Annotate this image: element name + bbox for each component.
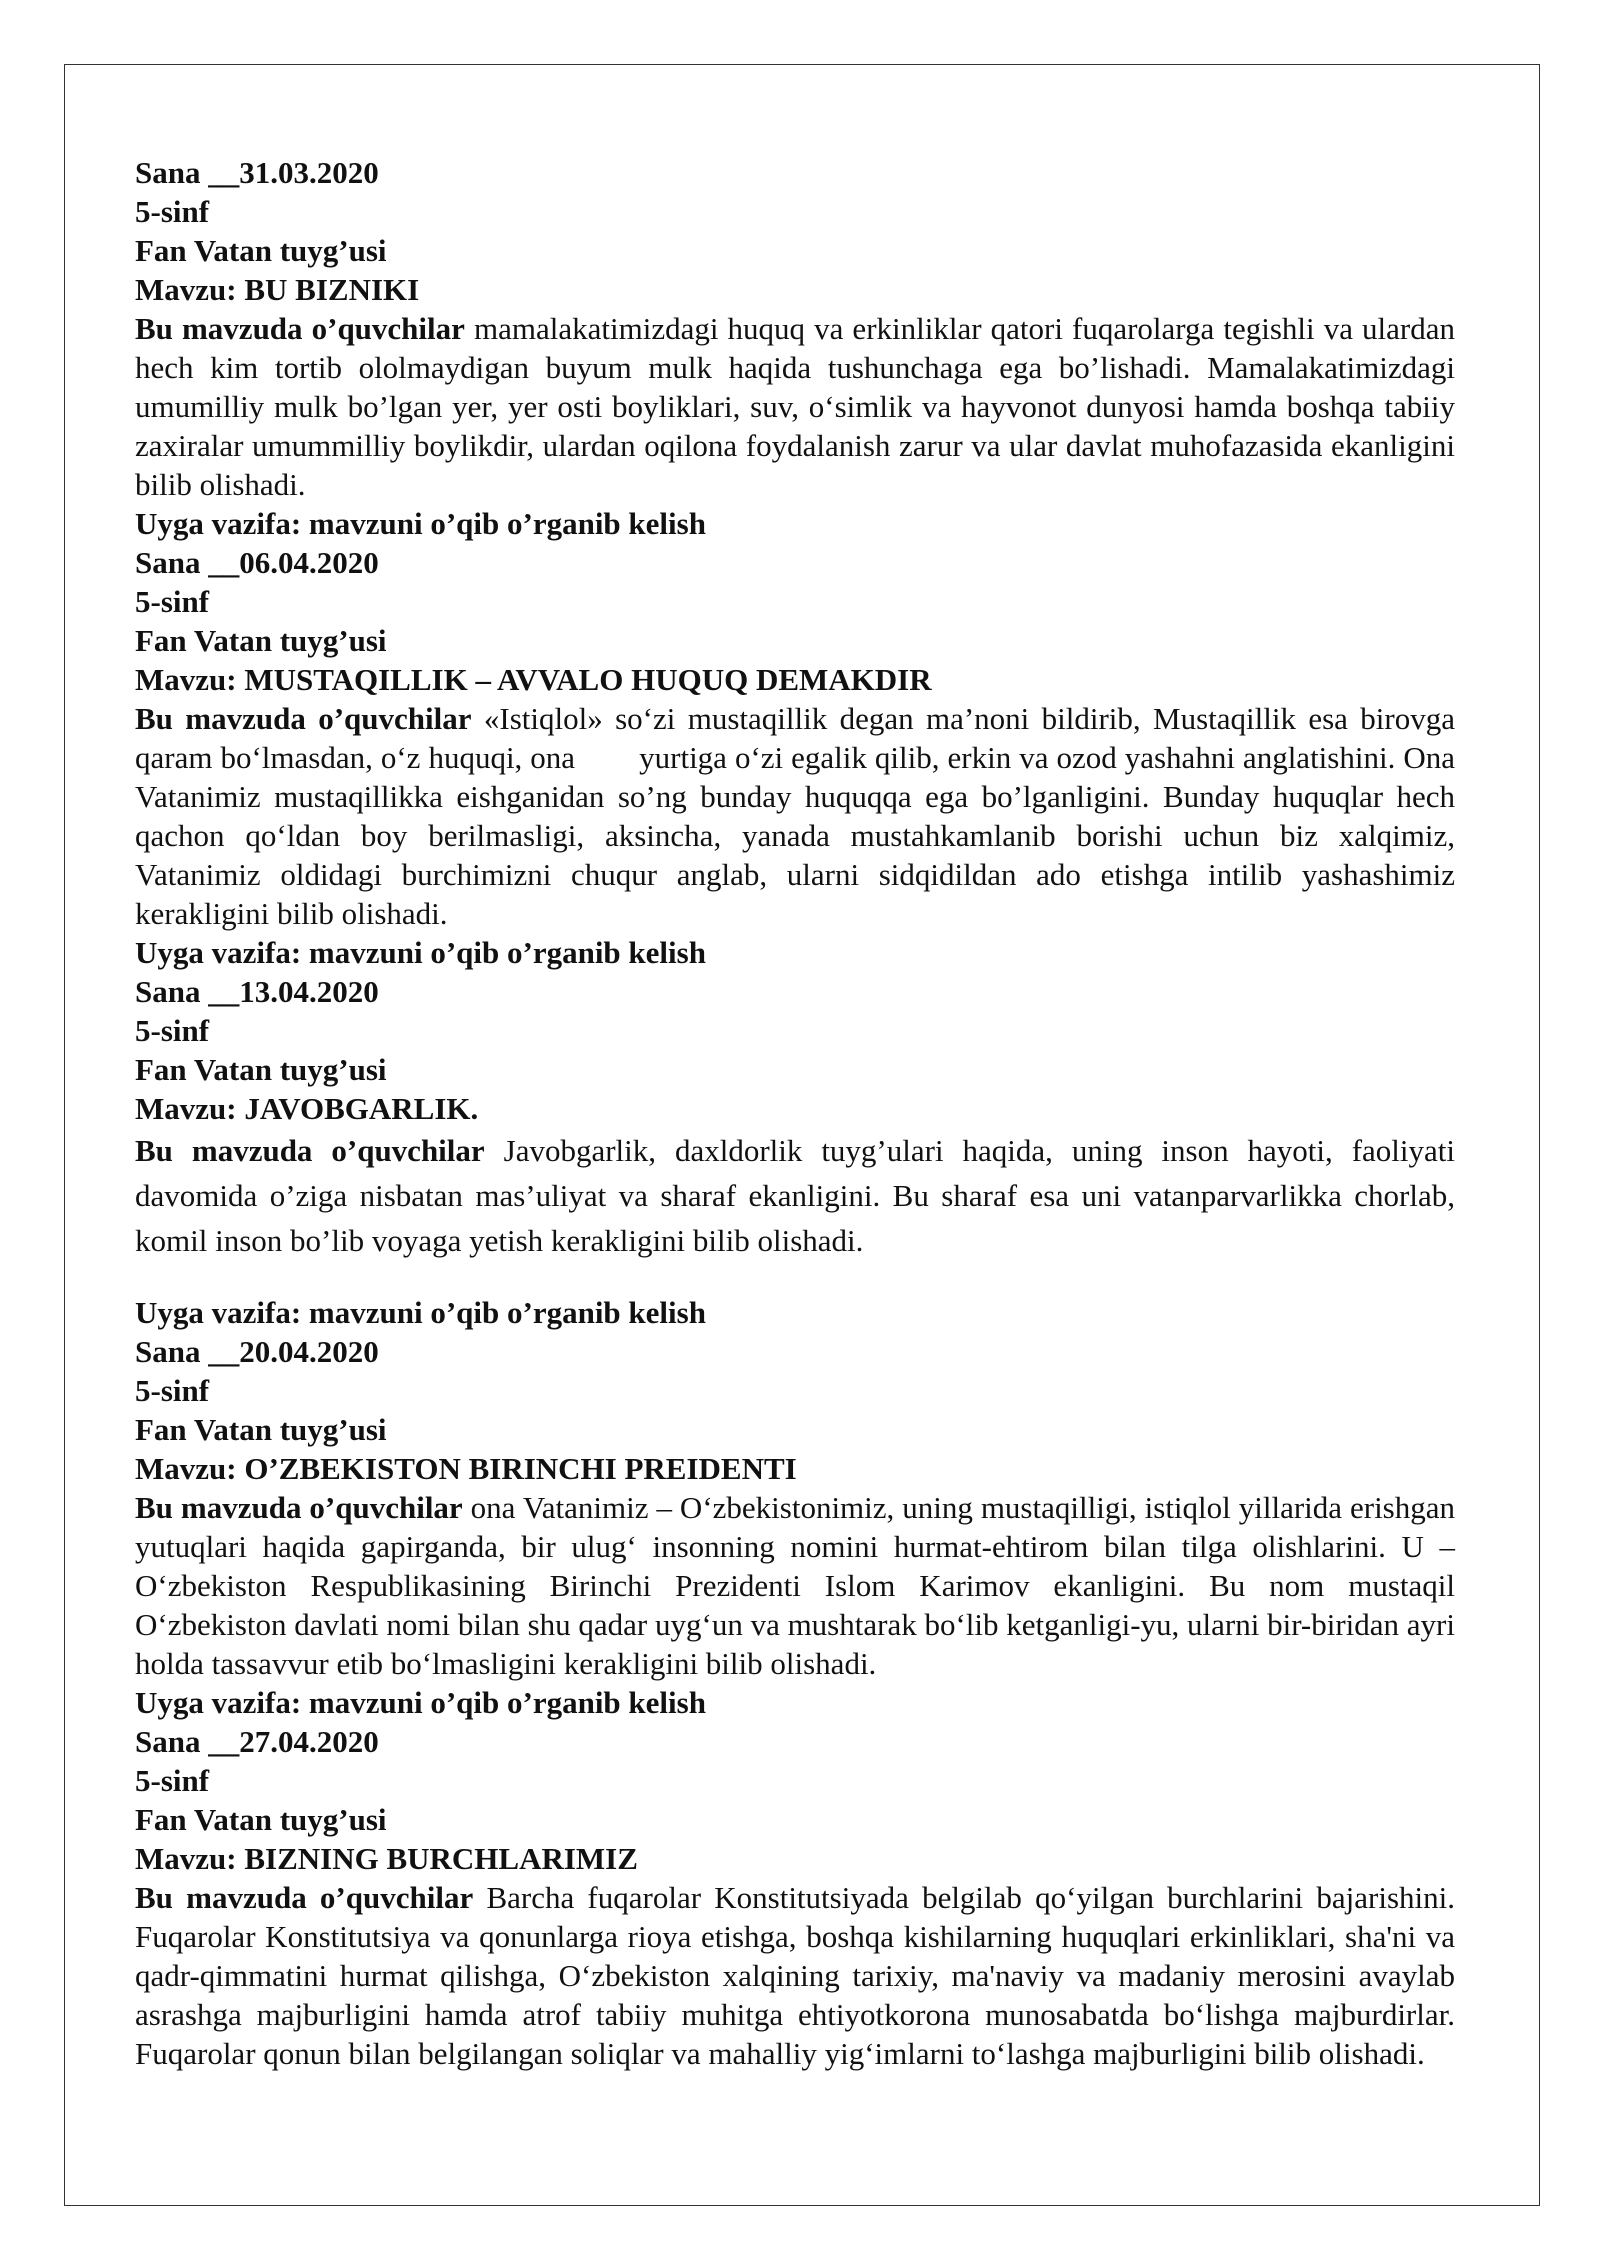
- lesson-grade: 5-sinf: [135, 194, 210, 229]
- lesson-homework: Uyga vazifa: mavzuni o’qib o’rganib kelish: [135, 1295, 706, 1330]
- lesson-lead: Bu mavzuda o’quvchilar: [135, 311, 465, 346]
- lesson-subject: Fan Vatan tuyg’usi: [135, 623, 387, 658]
- lesson-grade: 5-sinf: [135, 1763, 210, 1798]
- lesson-description: [135, 309, 1455, 504]
- lesson-topic: Mavzu: BIZNING BURCHLARIMIZ: [135, 1841, 638, 1876]
- lesson-homework: Uyga vazifa: mavzuni o’qib o’rganib kelish: [135, 935, 706, 970]
- lesson-body: ona Vatanimiz – O‘zbekistonimiz, uning mustaqilligi, istiqlol yillarida erishgan yutuqlari haqida gapirganda, bir ulug‘ insonning nomini hurmat-ehtirom bilan tilga olishlarini. U – O‘zbekiston Respublikasining Birinchi Prezidenti Islom Karimov ekanligini. Bu nom mustaqil O‘zbekiston davlati nomi bilan shu qadar uyg‘un va mushtarak bo‘lib ketganligi-yu, ularni bir-biridan ayri holda tassavvur etib bo‘lmasligini kerakligini bilib olishadi.: [135, 1490, 1456, 1681]
- lesson-body: Barcha fuqarolar Konstitutsiyada belgilab qo‘yilgan burchlarini bajarishini. Fuqarolar Konstitutsiya va qonunlarga rioya etishga, boshqa kishilarning huquqlari erkinliklari, sha'ni va qadr-qimmatini hurmat qilishga, O‘zbekiston xalqining tarixiy, ma'naviy va madaniy merosini avaylab asrashga majburligini hamda atrof tabiiy muhitga ehtiyotkorona munosabatda bo‘lishga majburdirlar. Fuqarolar qonun bilan belgilangan soliqlar va mahalliy yig‘imlarni to‘lashga majburligini bilib olishadi.: [135, 1880, 1455, 2071]
- lesson-lead: Bu mavzuda o’quvchilar: [135, 701, 472, 736]
- lesson-subject: Fan Vatan tuyg’usi: [135, 1802, 387, 1837]
- lesson-subject: Fan Vatan tuyg’usi: [135, 233, 387, 268]
- lesson-body: Javobgarlik, daxldorlik tuyg’ulari haqida, uning inson hayoti, faoliyati davomida o’ziga nisbatan mas’uliyat va sharaf ekanligini. Bu sharaf esa uni vatanparvarlikka chorlab, komil inson bo’lib voyaga yetish kerakligini bilib olishadi.: [135, 1133, 1455, 1258]
- lesson-description: [135, 1488, 1455, 1683]
- lesson-description: [135, 1128, 1455, 1263]
- lesson-entry: [135, 543, 1463, 972]
- lesson-body: mamalakatimizdagi huquq va erkinliklar qatori fuqarolarga tegishli va ulardan hech kim tortib ololmaydigan buyum mulk haqida tushunchaga ega bo’lishadi. Mamalakatimizdagi umumilliy mulk bo’lgan yer, yer osti boyliklari, suv, o‘simlik va hayvonot dunyosi hamda boshqa tabiiy zaxiralar umummilliy boylikdir, ulardan oqilona foydalanish zarur va ular davlat muhofazasida ekanligini bilib olishadi.: [135, 311, 1455, 502]
- lesson-date: Sana __06.04.2020: [135, 545, 379, 580]
- lesson-subject: Fan Vatan tuyg’usi: [135, 1412, 387, 1447]
- lesson-homework: Uyga vazifa: mavzuni o’qib o’rganib kelish: [135, 1685, 706, 1720]
- lesson-subject: Fan Vatan tuyg’usi: [135, 1052, 387, 1087]
- lesson-grade: 5-sinf: [135, 1013, 210, 1048]
- lesson-date: Sana __20.04.2020: [135, 1334, 379, 1369]
- lesson-body: «Istiqlol» so‘zi mustaqillik degan ma’noni bildirib, Mustaqillik esa birovga qaram bo‘lmasdan, o‘z huquqi, ona yurtiga o‘zi egalik qilib, erkin va ozod yashahni anglatishini. Ona Vatanimiz mustaqillikka eishganidan so’ng bunday huquqqa ega bo’lganligini. Bunday huquqlar hech qachon qo‘ldan boy berilmasligi, aksincha, yanada mustahkamlanib borishi uchun biz xalqimiz, Vatanimiz oldidagi burchimizni chuqur anglab, ularni sidqidildan ado etishga intilib yashashimiz kerakligini bilib olishadi.: [135, 701, 1463, 931]
- lesson-topic: Mavzu: JAVOBGARLIK.: [135, 1091, 479, 1126]
- lesson-entry: [135, 972, 1455, 1332]
- lesson-lead: Bu mavzuda o’quvchilar: [135, 1490, 463, 1525]
- document-content: [135, 153, 1463, 2073]
- lesson-homework: Uyga vazifa: mavzuni o’qib o’rganib kelish: [135, 506, 706, 541]
- lesson-grade: 5-sinf: [135, 584, 210, 619]
- lesson-topic: Mavzu: MUSTAQILLIK – AVVALO HUQUQ DEMAKDIR: [135, 662, 932, 697]
- lesson-entry: [135, 153, 1455, 543]
- lesson-entry: [135, 1722, 1455, 2073]
- lesson-lead: Bu mavzuda o’quvchilar: [135, 1133, 485, 1168]
- lesson-topic: Mavzu: BU BIZNIKI: [135, 272, 420, 307]
- lesson-topic: Mavzu: O’ZBEKISTON BIRINCHI PREIDENTI: [135, 1451, 797, 1486]
- lesson-date: Sana __13.04.2020: [135, 974, 379, 1009]
- lesson-date: Sana __27.04.2020: [135, 1724, 379, 1759]
- lesson-description: [135, 699, 1463, 933]
- lesson-date: Sana __31.03.2020: [135, 155, 379, 190]
- lesson-entry: [135, 1332, 1455, 1722]
- paragraph-spacer: [135, 1263, 1455, 1293]
- lesson-description: [135, 1878, 1455, 2073]
- lesson-lead: Bu mavzuda o’quvchilar: [135, 1880, 474, 1915]
- lesson-grade: 5-sinf: [135, 1373, 210, 1408]
